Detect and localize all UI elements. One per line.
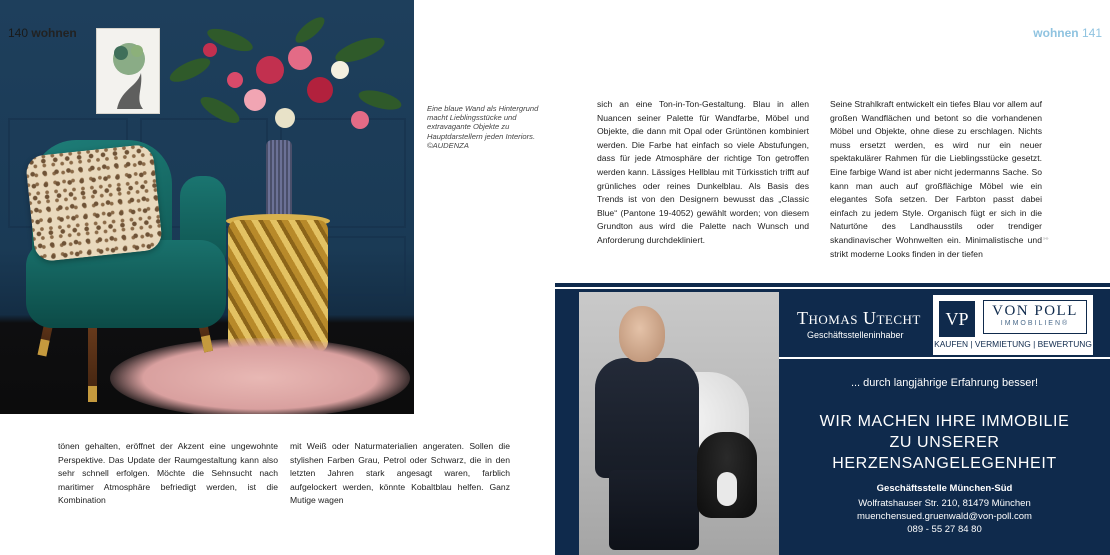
logo-line1: VON POLL [992, 303, 1078, 319]
agent-body [595, 358, 699, 478]
agent-name: Thomas Utecht [797, 308, 921, 328]
ad-headline-line1: WIR MACHEN IHRE IMMOBILIE [819, 413, 1070, 430]
services-line: KAUFEN | VERMIETUNG | BEWERTUNG [934, 339, 1092, 349]
ad-rule [555, 287, 1110, 289]
article-column: Seine Strahlkraft entwickelt ein tiefes Blau vor allem auf großen Wandflächen und betont so die vorhandenen Möbel und Objekte, ohne diese zu erschlagen. Nichts muss ersetzt werden, es wird nur ein neuer spektakulärer Rahmen für die Lieblingsstücke gesetzt. Eine farbige Wand ist aber nicht jedermanns Sache. So kann man auch auf großflächige Möbel wie ein elegantes Sofa setzen. Der Farbton passt dabei einfach zu jedem Style. Organisch fügt er sich in die Naturtöne des Landhausstils oder trendiger skandinavischer Wohnwelten ein. Minimalistische und strikt moderne Looks finden in der tiefen [830, 99, 1042, 259]
page-number: 141 [1081, 26, 1102, 40]
office-name: Geschäftsstelle München-Süd [876, 483, 1013, 494]
dog-chest [717, 472, 737, 506]
office-contact [779, 497, 1110, 536]
page-folio-left [8, 26, 77, 40]
ad-tagline: ... durch langjährige Erfahrung besser! [850, 377, 1039, 389]
continued-mark: »» [1043, 236, 1049, 242]
logo-line2: IMMOBILIEN® [1000, 320, 1070, 327]
photo-caption: Eine blaue Wand als Hintergrund macht Lieblingsstücke und extravagante Objekte zu Hauptdarstellern jeden Interiors. ©AUDENZA [427, 104, 539, 150]
right-page [555, 0, 1110, 555]
article-column: tönen gehalten, eröffnet der Akzent eine ungewohnte Perspektive. Das Update der Raumgestaltung kann also sehr schnell erfolgen. Möchte die Sehnsucht nach maritimer Atmosphäre befriedigt werden, ist die Kombination [58, 441, 278, 506]
pink-rug [110, 338, 410, 414]
office-email[interactable]: muenchensued.gruenwald@von-poll.com [857, 511, 1032, 522]
page-folio-right [1033, 26, 1102, 40]
logo-wordmark [983, 300, 1087, 334]
section-name: wohnen [31, 26, 77, 40]
section-name: wohnen [1033, 26, 1079, 40]
agent-role: Geschäftsstelleninhaber [807, 330, 904, 340]
von-poll-logo [933, 295, 1093, 355]
wall-art-frame [96, 28, 160, 114]
vase [266, 140, 292, 220]
leopard-pillow [25, 144, 163, 263]
interior-photo [0, 0, 414, 414]
chair-leg [88, 322, 97, 402]
article-column: mit Weiß oder Naturmaterialien angeraten. Sollen die stylishen Farben Grau, Petrol oder Schwarz, die in den letzten Jahren stark angesagt waren, farblich aufgelockert werden, könnte Kobaltblau helfen. Ganz Mutige wagen [290, 441, 510, 506]
page-number: 140 [8, 26, 29, 40]
vp-logo-icon: VP [939, 301, 975, 337]
wall-art-icon [97, 29, 161, 115]
agent-photo [579, 292, 779, 555]
ad-rule [779, 357, 1110, 359]
agent-legs [609, 470, 699, 550]
ad-headline [779, 411, 1110, 474]
office-phone[interactable]: 089 - 55 27 84 80 [907, 524, 982, 535]
office-address: Wolfratshauser Str. 210, 81479 München [858, 498, 1031, 509]
article-column: sich an eine Ton-in-Ton-Gestaltung. Blau in allen Nuancen seiner Palette für Wandfarbe, Möbel und Objekte, die dann mit Opal oder Grüntönen kombiniert werden. Die Farbe hat einfach so viele Abstufungen, dass für jede Atmosphäre der richtige Ton getroffen werden kann. Lässiges Hellblau mit Türkisstich trifft auf grünliches oder reines Dunkelblau. Als Basis des Trends ist von den Designern bewusst das „Classic Blue“ (Pantone 19-4052) gewählt worden; von diesem Grundton aus wird die Palette nach Wunsch und Anforderung durchdekliniert. [597, 99, 809, 245]
ad-headline-line2: ZU UNSERER HERZENSANGELEGENHEIT [832, 434, 1057, 472]
gold-side-table [228, 220, 328, 352]
agent-head [619, 306, 665, 362]
real-estate-ad [555, 283, 1110, 555]
